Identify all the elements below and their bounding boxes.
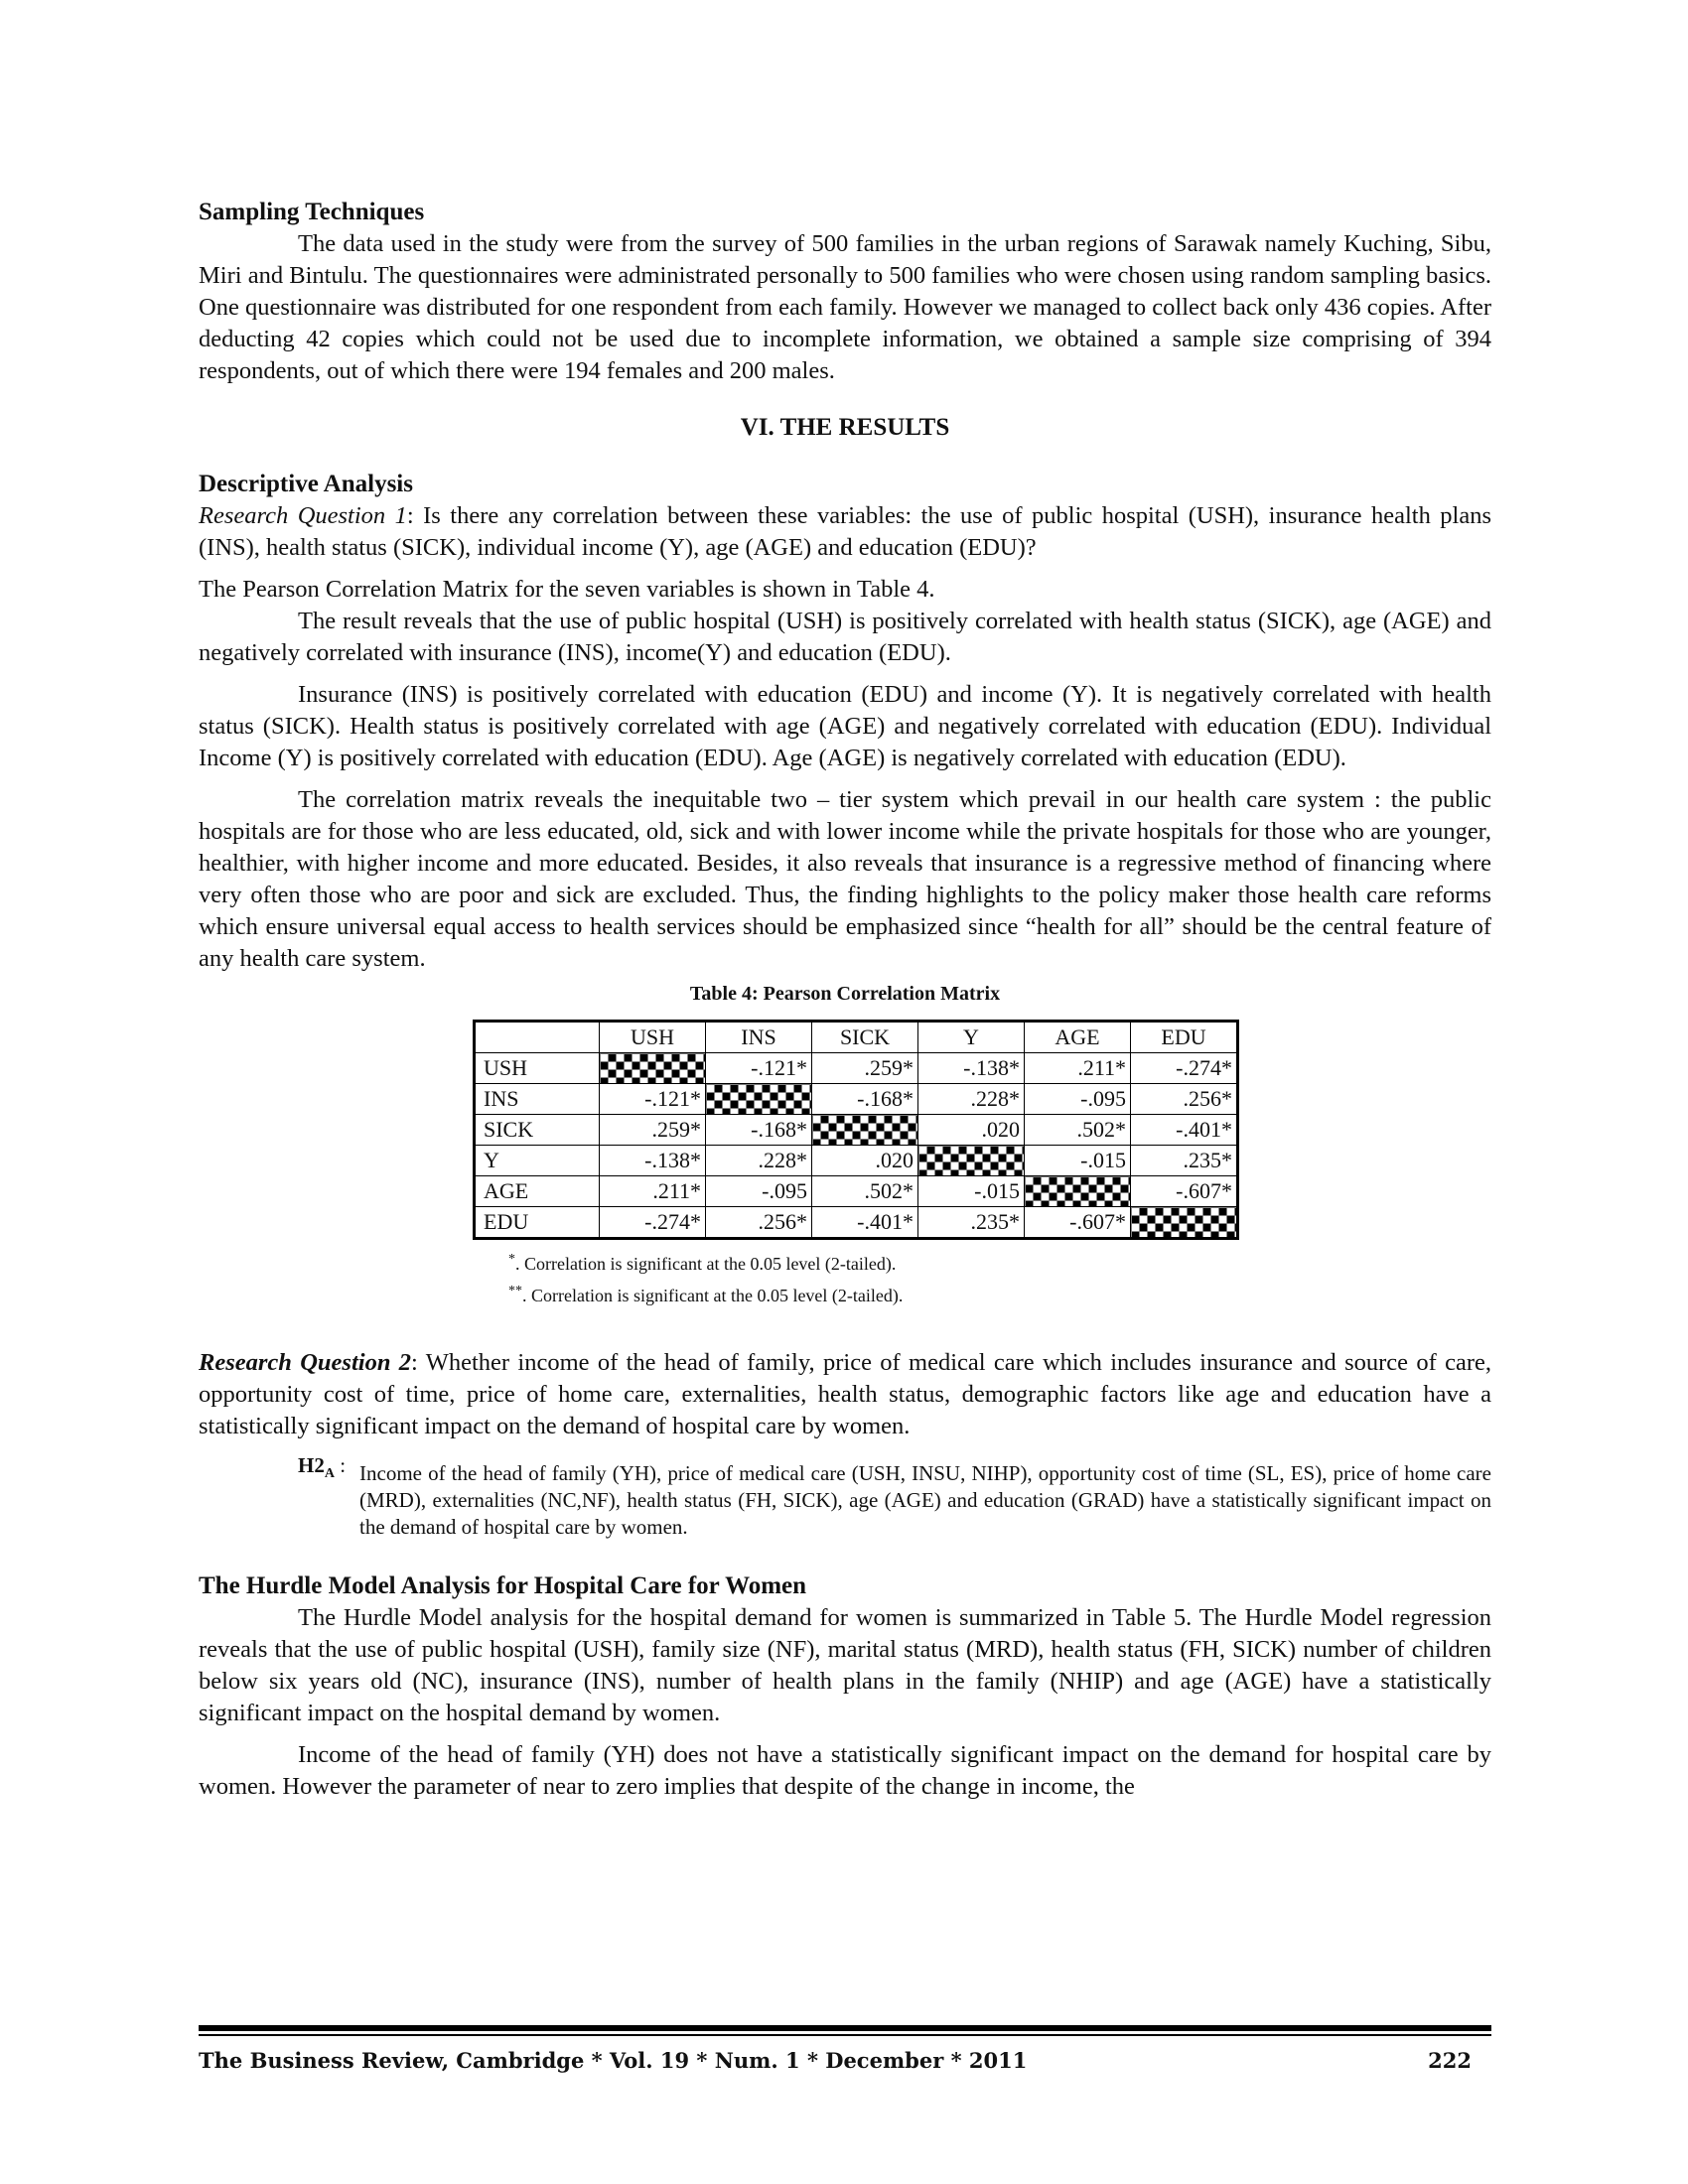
research-question-1 bbox=[199, 500, 1491, 564]
diagonal-cell bbox=[918, 1146, 1025, 1176]
hypothesis-body: Income of the head of family (YH), price of medical care (USH, INSU, NIHP), opportunity cost of time (SL, ES), price of home care (MRD), externalities (NC,NF), health status (FH, SICK), age (AGE) and education (GRAD) have a statistically significant impact on the demand of hospital care by women. bbox=[359, 1461, 1491, 1540]
table-row bbox=[475, 1176, 1238, 1207]
table-cell: -.138* bbox=[600, 1146, 706, 1176]
footer-journal: The Business Review, Cambridge * Vol. 19 * Num. 1 * December * 2011 bbox=[199, 2048, 1028, 2073]
table-cell: .228* bbox=[918, 1084, 1025, 1115]
table-row bbox=[475, 1084, 1238, 1115]
table-corner bbox=[475, 1022, 600, 1053]
row-label: USH bbox=[475, 1053, 600, 1084]
row-label: Y bbox=[475, 1146, 600, 1176]
hyp-label-text: H2 bbox=[298, 1453, 325, 1477]
table-cell: -.015 bbox=[918, 1176, 1025, 1207]
table-row bbox=[475, 1115, 1238, 1146]
row-label: INS bbox=[475, 1084, 600, 1115]
note2-text: . Correlation is significant at the 0.05 level (2-tailed). bbox=[522, 1286, 904, 1305]
rq1-text: : Is there any correlation between these variables: the use of public hospital (USH), insurance health plans (INS), health status (SICK), individual income (Y), age (AGE) and education (EDU)? bbox=[199, 502, 1491, 561]
research-question-2 bbox=[199, 1347, 1491, 1442]
table-cell: -.138* bbox=[918, 1053, 1025, 1084]
column-header: Y bbox=[918, 1022, 1025, 1053]
rq2-label: Research Question 2 bbox=[199, 1349, 412, 1376]
table-cell: -.095 bbox=[1025, 1084, 1131, 1115]
table-cell: .020 bbox=[812, 1146, 918, 1176]
table-cell: -.274* bbox=[600, 1207, 706, 1239]
rq2-text: : Whether income of the head of family, price of medical care which includes insurance and source of care, opportunity cost of time, price of home care, externalities, health status, demographic factors like age and education have a statistically significant impact on the demand of hospital care by women. bbox=[199, 1349, 1491, 1439]
table-cell: -.401* bbox=[812, 1207, 918, 1239]
table-cell: -.607* bbox=[1025, 1207, 1131, 1239]
sampling-paragraph: The data used in the study were from the survey of 500 families in the urban regions of Sarawak namely Kuching, Sibu, Miri and Bintulu. The questionnaires were administrated personally to 500 families who were chosen using random sampling basics. One questionnaire was distributed for one respondent from each family. However we managed to collect back only 436 copies. After deducting 42 copies which could not be used due to incomplete information, we obtained a sample size comprising of 394 respondents, out of which there were 194 females and 200 males. bbox=[199, 230, 1491, 384]
footer-row bbox=[199, 2048, 1491, 2073]
column-header: EDU bbox=[1131, 1022, 1238, 1053]
table-cell: .020 bbox=[918, 1115, 1025, 1146]
table-cell: .259* bbox=[600, 1115, 706, 1146]
table-cell: .256* bbox=[706, 1207, 812, 1239]
hypothesis-h2a: $H2_A$ : Income of the head of family (YH), price of medical care (USH, INSU, NIHP), opportunity cost of time (SL, ES), price of home care (MRD), externalities (NC,NF), health status (FH, SICK), age (AGE) and education (GRAD) have a statistically significant impact on the demand of hospital care by women. bbox=[298, 1453, 1491, 1540]
hypothesis-text bbox=[359, 1460, 1491, 1541]
table-cell: -.015 bbox=[1025, 1146, 1131, 1176]
result-paragraph-1: The result reveals that the use of public hospital (USH) is positively correlated with health status (SICK), age (AGE) and negatively correlated with insurance (INS), income(Y) and education (EDU). bbox=[199, 608, 1491, 666]
hypothesis-label bbox=[298, 1453, 335, 1482]
table-cell: .228* bbox=[706, 1146, 812, 1176]
page-number: 222 bbox=[1428, 2048, 1472, 2073]
column-header: INS bbox=[706, 1022, 812, 1053]
table-cell: -.274* bbox=[1131, 1053, 1238, 1084]
table-row bbox=[475, 1146, 1238, 1176]
diagonal-cell bbox=[1131, 1207, 1238, 1239]
note1-text: . Correlation is significant at the 0.05 level (2-tailed). bbox=[515, 1254, 897, 1274]
hurdle-paragraph-1: The Hurdle Model analysis for the hospital demand for women is summarized in Table 5. The Hurdle Model regression reveals that the use of public hospital (USH), family size (NF), marital status (MRD), health status (FH, SICK) number of children below six years old (NC), insurance (INS), number of health plans in the family (NHIP) and age (AGE) have a statistically significant impact on the hospital demand by women. bbox=[199, 1604, 1491, 1727]
diagonal-cell bbox=[600, 1053, 706, 1084]
result-paragraph-3: The correlation matrix reveals the inequitable two – tier system which prevail in our health care system : the public hospitals are for those who are less educated, old, sick and with lower income while the private hospitals for those who are younger, healthier, with higher income and more educated. Besides, it also reveals that insurance is a regressive method of financing where very often those who are poor and sick are excluded. Thus, the finding highlights to the policy maker those health care reforms which ensure universal equal access to health services should be emphasized since “health for all” should be the central feature of any health care system. bbox=[199, 786, 1491, 972]
row-label: SICK bbox=[475, 1115, 600, 1146]
table-cell: .502* bbox=[1025, 1115, 1131, 1146]
hurdle-paragraph-2: Income of the head of family (YH) does not have a statistically significant impact on the demand for hospital care by women. However the parameter of near to zero implies that despite of the change in income, the bbox=[199, 1741, 1491, 1801]
results-heading: VI. THE RESULTS bbox=[740, 414, 950, 441]
table-cell: .256* bbox=[1131, 1084, 1238, 1115]
table-cell: -.168* bbox=[812, 1084, 918, 1115]
table-row bbox=[475, 1207, 1238, 1239]
table-cell: -.095 bbox=[706, 1176, 812, 1207]
footer-rule-thick bbox=[199, 2025, 1491, 2031]
diagonal-cell bbox=[1025, 1176, 1131, 1207]
table-cell: -.401* bbox=[1131, 1115, 1238, 1146]
table-intro-paragraph: The Pearson Correlation Matrix for the seven variables is shown in Table 4. bbox=[199, 576, 935, 603]
rq1-label: Research Question 1 bbox=[199, 502, 407, 529]
table-cell: .211* bbox=[1025, 1053, 1131, 1084]
section-heading-descriptive: Descriptive Analysis bbox=[199, 471, 413, 497]
result-paragraph-2: Insurance (INS) is positively correlated with education (EDU) and income (Y). It is negatively correlated with health status (SICK). Health status is positively correlated with age (AGE) and negatively correlated with education (EDU). Individual Income (Y) is positively correlated with education (EDU). Age (AGE) is negatively correlated with education (EDU). bbox=[199, 681, 1491, 771]
page-content bbox=[199, 197, 1491, 1803]
diagonal-cell bbox=[812, 1115, 918, 1146]
table-cell: -.121* bbox=[706, 1053, 812, 1084]
column-header: AGE bbox=[1025, 1022, 1131, 1053]
table-cell: .235* bbox=[1131, 1146, 1238, 1176]
column-header: SICK bbox=[812, 1022, 918, 1053]
row-label: AGE bbox=[475, 1176, 600, 1207]
table-cell: -.168* bbox=[706, 1115, 812, 1146]
footer-rule-thin bbox=[199, 2034, 1491, 2036]
table-cell: .235* bbox=[918, 1207, 1025, 1239]
correlation-table bbox=[473, 1020, 1239, 1240]
table-cell: -.121* bbox=[600, 1084, 706, 1115]
column-header: USH bbox=[600, 1022, 706, 1053]
table-cell: .259* bbox=[812, 1053, 918, 1084]
table-note-1 bbox=[508, 1246, 1491, 1278]
note2-mark: ** bbox=[508, 1284, 522, 1298]
diagonal-cell bbox=[706, 1084, 812, 1115]
section-heading-sampling: Sampling Techniques bbox=[199, 199, 425, 225]
table-row bbox=[475, 1053, 1238, 1084]
row-label: EDU bbox=[475, 1207, 600, 1239]
table-cell: -.607* bbox=[1131, 1176, 1238, 1207]
table-header-row bbox=[475, 1022, 1238, 1053]
page-footer bbox=[199, 2025, 1491, 2073]
section-heading-hurdle: The Hurdle Model Analysis for Hospital Care for Women bbox=[199, 1572, 807, 1600]
table-note-2 bbox=[508, 1278, 1491, 1309]
table-cell: .502* bbox=[812, 1176, 918, 1207]
table-cell: .211* bbox=[600, 1176, 706, 1207]
note1-mark: * bbox=[508, 1252, 515, 1267]
table4-caption: Table 4: Pearson Correlation Matrix bbox=[689, 983, 1001, 1005]
hyp-label-sub: A bbox=[324, 1466, 335, 1482]
table-body bbox=[475, 1053, 1238, 1239]
